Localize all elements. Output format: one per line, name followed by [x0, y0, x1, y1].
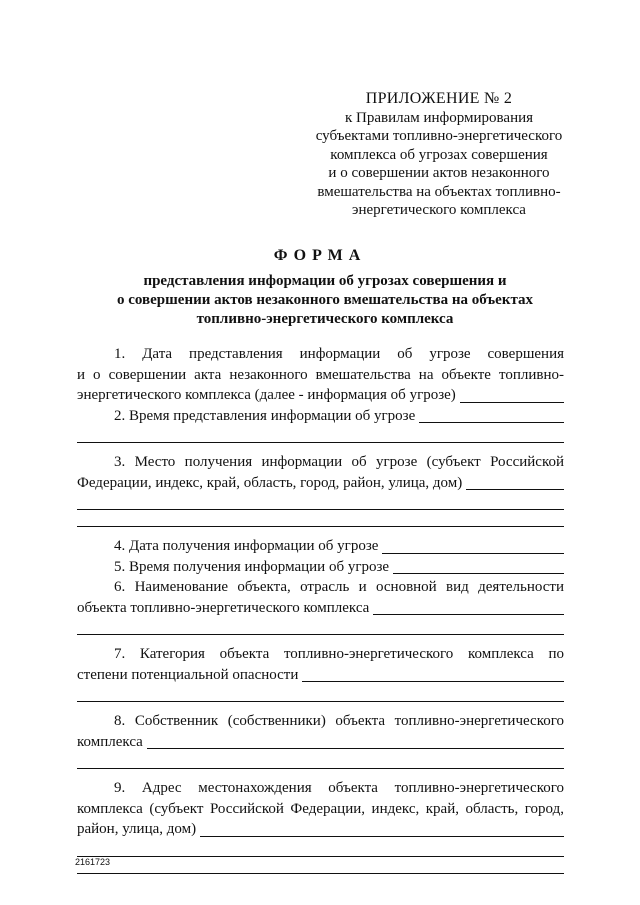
appendix-line-4: и о совершении актов незаконного: [328, 165, 550, 181]
item-3-blank[interactable]: [466, 475, 564, 490]
appendix-line-5: вмешательства на объектах топливно-: [317, 183, 561, 200]
item-8-line-1: 8. Собственник (собственники) объекта топливно-энергетического: [114, 713, 564, 729]
item-time-received: [77, 557, 564, 578]
item-2-line-1: [77, 406, 564, 427]
item-9-label-end: район, улица, дом): [77, 821, 197, 837]
item-object-name: [77, 577, 564, 635]
appendix-line-6: энергетического комплекса: [352, 202, 526, 218]
item-7-line-1: 7. Категория объекта топливно-энергетического комплекса по: [114, 646, 564, 662]
item-object-address: [77, 778, 564, 874]
item-date-received: [77, 536, 564, 557]
item-7-line-2: [77, 665, 564, 686]
item-9-line-2: комплекса (субъект Российской Федерации, индекс, край, область, город,: [77, 800, 564, 817]
item-3-line-1: 3. Место получения информации об угрозе (субъект Российской: [114, 454, 564, 470]
form-items: [77, 344, 564, 874]
item-9-line-3: [77, 819, 564, 840]
item-time-of-report: [77, 406, 564, 444]
subtitle-line-3: топливно-энергетического комплекса: [196, 311, 454, 327]
item-9-blank-line-2[interactable]: [77, 873, 564, 874]
item-7-label-end: степени потенциальной опасности: [77, 666, 299, 683]
appendix-header: [300, 90, 578, 220]
item-6-line-2: [77, 598, 564, 619]
item-4-blank[interactable]: [382, 539, 564, 554]
subtitle-line-1: представления информации об угрозах совершения и: [143, 273, 507, 289]
item-1-line-2: и о совершении акта незаконного вмешательства на объекте топливно-: [77, 366, 564, 383]
item-1-label-end: энергетического комплекса (далее - информация об угрозе): [77, 387, 456, 403]
appendix-title: ПРИЛОЖЕНИЕ № 2: [365, 90, 513, 107]
item-4-label: 4. Дата получения информации об угрозе: [114, 538, 379, 554]
item-6-blank[interactable]: [373, 600, 564, 615]
appendix-line-2: субъектами топливно-энергетического: [315, 128, 563, 144]
subtitle-line-2: о совершении актов незаконного вмешательства на объектах: [116, 292, 534, 308]
form-title: ФОРМА: [273, 247, 367, 264]
item-place-received: [77, 452, 564, 527]
item-1-line-1: 1. Дата представления информации об угрозе совершения: [114, 346, 564, 362]
item-2-blank[interactable]: [419, 408, 564, 423]
item-3-line-2: [77, 473, 564, 494]
item-6-label-end: объекта топливно-энергетического комплекса: [77, 599, 370, 616]
item-7-blank[interactable]: [302, 667, 564, 682]
item-1-line-3: [77, 385, 564, 406]
item-5-blank[interactable]: [393, 559, 564, 574]
item-9-line-1: 9. Адрес местонахождения объекта топливно-энергетического: [114, 780, 564, 796]
appendix-line-1: к Правилам информирования: [344, 109, 534, 126]
item-9-blank[interactable]: [200, 822, 564, 837]
item-5-label: 5. Время получения информации об угрозе: [114, 558, 390, 575]
item-3-label-end: Федерации, индекс, край, область, город, район, улица, дом): [77, 474, 463, 491]
document-serial-number: 2161723: [75, 857, 111, 867]
item-6-line-1: 6. Наименование объекта, отрасль и основной вид деятельности: [114, 579, 564, 595]
item-8-label-end: комплекса: [77, 733, 143, 750]
form-subtitle: [90, 272, 560, 329]
appendix-line-3: комплекса об угрозах совершения: [330, 146, 548, 163]
item-owner: [77, 711, 564, 769]
item-object-category: [77, 644, 564, 702]
item-8-blank[interactable]: [147, 734, 564, 749]
item-1-blank[interactable]: [460, 388, 564, 403]
item-date-of-report: [77, 344, 564, 406]
item-8-line-2: [77, 732, 564, 753]
item-2-label: 2. Время представления информации об угрозе: [114, 407, 416, 424]
